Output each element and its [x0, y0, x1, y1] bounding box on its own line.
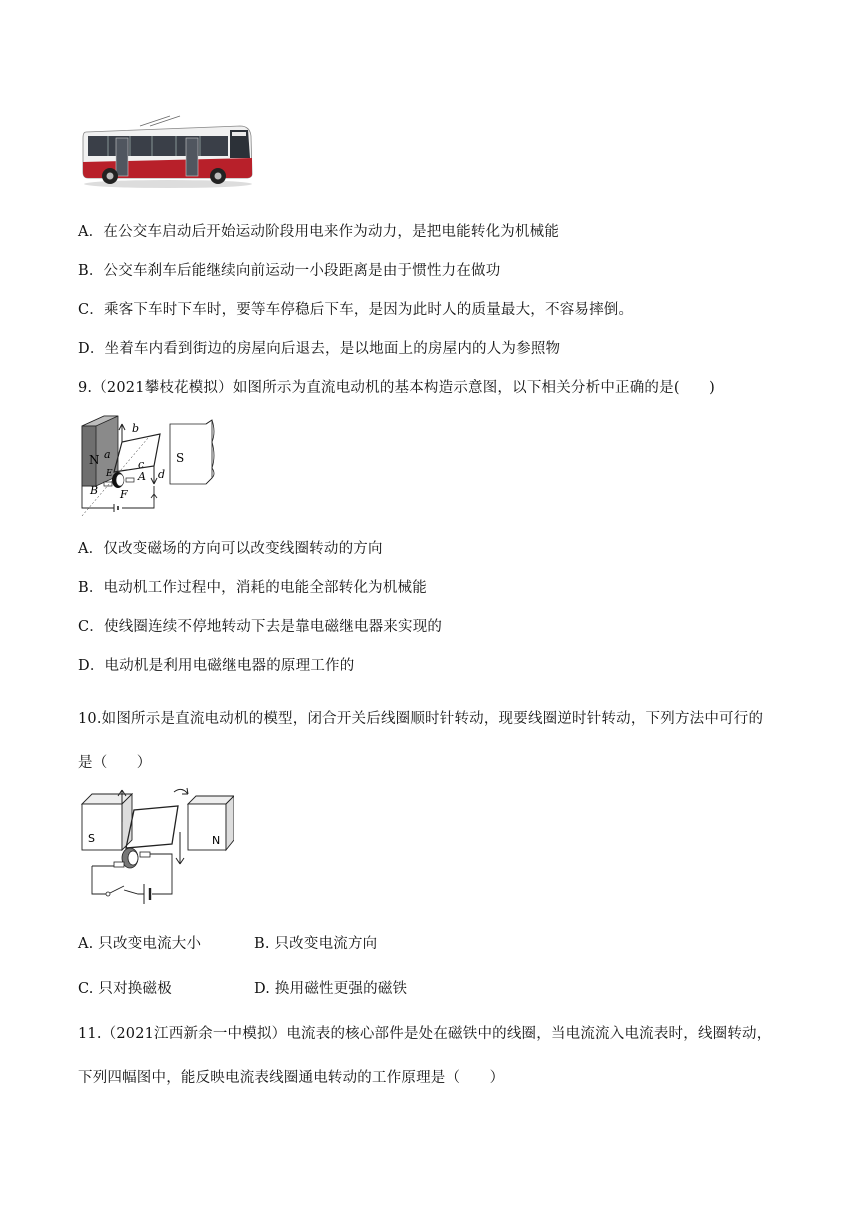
q9-option-c: C．使线圈连续不停地转动下去是靠电磁继电器来实现的: [78, 619, 443, 635]
q10-stem-line1: 10.如图所示是直流电动机的模型，闭合开关后线圈顺时针转动，现要线圈逆时针转动，下列方法中可行的: [78, 711, 764, 727]
label-s-10: S: [88, 832, 95, 845]
q10-motor-diagram: [78, 782, 234, 910]
label-a-brush: A: [138, 470, 146, 483]
q8-option-a: A．在公交车启动后开始运动阶段用电来作为动力，是把电能转化为机械能: [78, 224, 560, 240]
label-b-brush: B: [90, 484, 99, 497]
q11-stem-line2: 下列四幅图中，能反映电流表线圈通电转动的工作原理是（ ）: [78, 1070, 505, 1086]
label-b: b: [132, 422, 140, 435]
q10-option-b: B. 只改变电流方向: [254, 936, 378, 952]
label-s: S: [176, 451, 185, 465]
q11-stem-line1: 11.（2021江西新余一中模拟）电流表的核心部件是处在磁铁中的线圈，当电流流入电流表时，线圈转动，: [78, 1026, 772, 1042]
q10-stem-line2: 是（ ）: [78, 755, 152, 771]
q9-option-b: B．电动机工作过程中，消耗的电能全部转化为机械能: [78, 580, 427, 596]
q9-stem: 9.（2021攀枝花模拟）如图所示为直流电动机的基本构造示意图，以下相关分析中正确的是( ): [78, 380, 715, 396]
q9-option-a: A．仅改变磁场的方向可以改变线圈转动的方向: [78, 541, 383, 557]
q10-option-a: A. 只改变电流大小: [78, 936, 202, 952]
q8-option-d: D．坐着车内看到街边的房屋向后退去，是以地面上的房屋内的人为参照物: [78, 341, 561, 357]
label-a: a: [104, 448, 111, 461]
q9-option-d: D．电动机是利用电磁继电器的原理工作的: [78, 658, 355, 674]
label-n-10: N: [212, 834, 221, 847]
label-d: d: [158, 468, 166, 481]
bus-image: [80, 112, 255, 188]
q10-option-c: C. 只对换磁极: [78, 981, 172, 997]
q9-motor-diagram: [78, 412, 228, 518]
label-c: c: [138, 458, 145, 471]
label-e: E: [106, 469, 113, 479]
q8-option-c: C．乘客下车时下车时，要等车停稳后下车，是因为此时人的质量最大，不容易摔倒。: [78, 302, 634, 318]
q8-option-b: B．公交车刹车后能继续向前运动一小段距离是由于惯性力在做功: [78, 263, 501, 279]
q10-options-row2: [78, 977, 407, 998]
q10-option-d: D. 换用磁性更强的磁铁: [254, 981, 408, 997]
label-f: F: [120, 488, 128, 501]
q10-options-row1: [78, 932, 377, 953]
label-n: N: [89, 453, 100, 467]
